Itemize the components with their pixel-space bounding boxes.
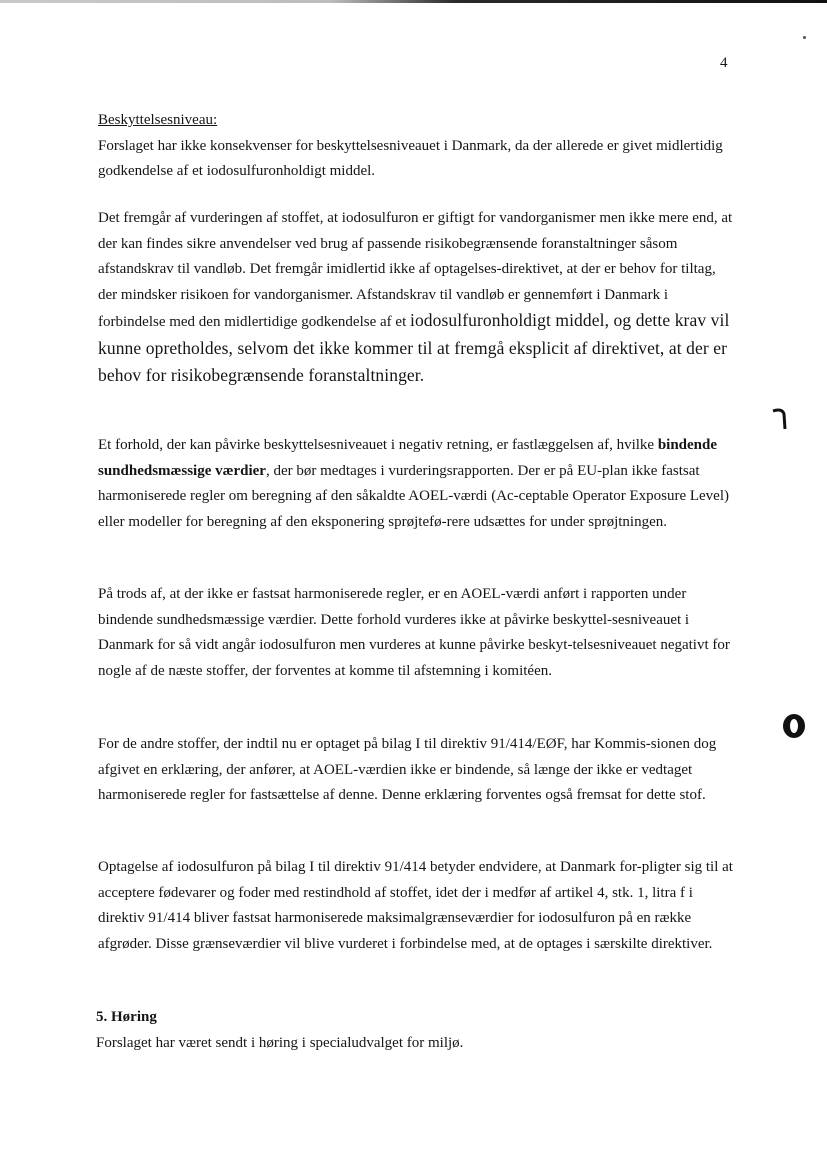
paragraph-text: Det fremgår af vurderingen af stoffet, at iodosulfuron er giftigt for vandorganismer men ikke mere end, at der kan findes sikre anvendelser ved brug af passende risikobegrænsende foranstaltninger såsom afstandskrav til vandløb. Det fremgår imidlertid ikke af optagelses-direktivet, at der er behov for tiltag, der mindsker risikoen for vandorganismer. Afstandskrav til vandløb er gennemført i Danmark i forbindelse med den midlertidige godkendelse af et	[98, 210, 733, 330]
paragraph-text: Et forhold, der kan påvirke beskyttelsesniveauet i negativ retning, er fastlæggelsen af, hvilke	[98, 437, 655, 453]
paragraph-text: På trods af, at der ikke er fastsat harmoniserede regler, er en AOEL-værdi anført i rapporten under bindende sundhedsmæssige værdier. Dette forhold vurderes ikke at påvirke beskyttel-sesniveauet i Danmark for så vidt angår iodosulfuron men vurderes at kunne påvirke beskyt-telsesniveauet negativt for nogle af de næste stoffer, der forventes at komme til afstemning i komitéen.	[98, 586, 730, 679]
paragraph-text: Forslaget har været sendt i høring i specialudvalget for miljø.	[96, 1034, 464, 1051]
punch-hole-mark	[783, 714, 805, 738]
scan-top-edge	[0, 0, 827, 3]
paragraph-text-large: iodosulfuronholdigt middel, og dette krav vil kunne opretholdes, selvom det ikke kommer til at fremgå eksplicit af direktivet, at der er behov for risikobegrænsende foranstaltninger.	[98, 310, 730, 385]
paragraph-text: Optagelse af iodosulfuron på bilag I til direktiv 91/414 betyder endvidere, at Danmark for-pligter sig til at acceptere fødevarer og foder med restindhold af stoffet, idet der i medfør af artikel 4, stk. 1, litra f i direktiv 91/414 bliver fastsat harmoniserede maksimalgrænseværdier for iodosulfuron på en række afgrøder. Disse grænseværdier vil blive vurderet i forbindelse med, at de optages i særskilte direktiver.	[98, 859, 733, 952]
page-number: 4	[720, 55, 728, 71]
paragraph-kommissionen	[98, 732, 738, 809]
section-beskyttelsesniveau	[98, 108, 738, 185]
bold-phrase: bindende sundhedsmæssige værdier	[98, 437, 718, 479]
section-heading: 5. Høring	[96, 1009, 157, 1025]
margin-bracket-mark	[772, 408, 788, 430]
section-heading: Beskyttelsesniveau:	[98, 112, 218, 128]
paragraph-text: For de andre stoffer, der indtil nu er optaget på bilag I til direktiv 91/414/EØF, har Kommis-sionen dog afgivet en erklæring, der anfører, at AOEL-værdien ikke er bindende, så længe der ikke er vedtaget harmoniserede regler for fastsættelse af denne. Denne erklæring forventes også fremsat for dette stof.	[98, 736, 717, 803]
paragraph-text: , der bør medtages i vurderingsrapporten. Der er på EU-plan ikke fastsat harmoniserede regler om beregning af den såkaldte AOEL-værdi (Ac-ceptable Operator Exposure Level) eller modeller for beregning af den eksponering sprøjtefø-rere udsættes for under sprøjtningen.	[98, 462, 729, 530]
paragraph-harmoniserede	[98, 582, 738, 684]
paragraph-aoel	[98, 433, 738, 535]
scan-speck	[803, 36, 806, 39]
section-horing	[96, 1005, 736, 1056]
paragraph-vandorganismer	[98, 206, 738, 391]
paragraph-optagelse	[98, 855, 738, 957]
paragraph: Forslaget har ikke konsekvenser for beskyttelsesniveauet i Danmark, da der allerede er givet midlertidig godkendelse af et iodosulfuronholdigt middel.	[98, 137, 723, 179]
